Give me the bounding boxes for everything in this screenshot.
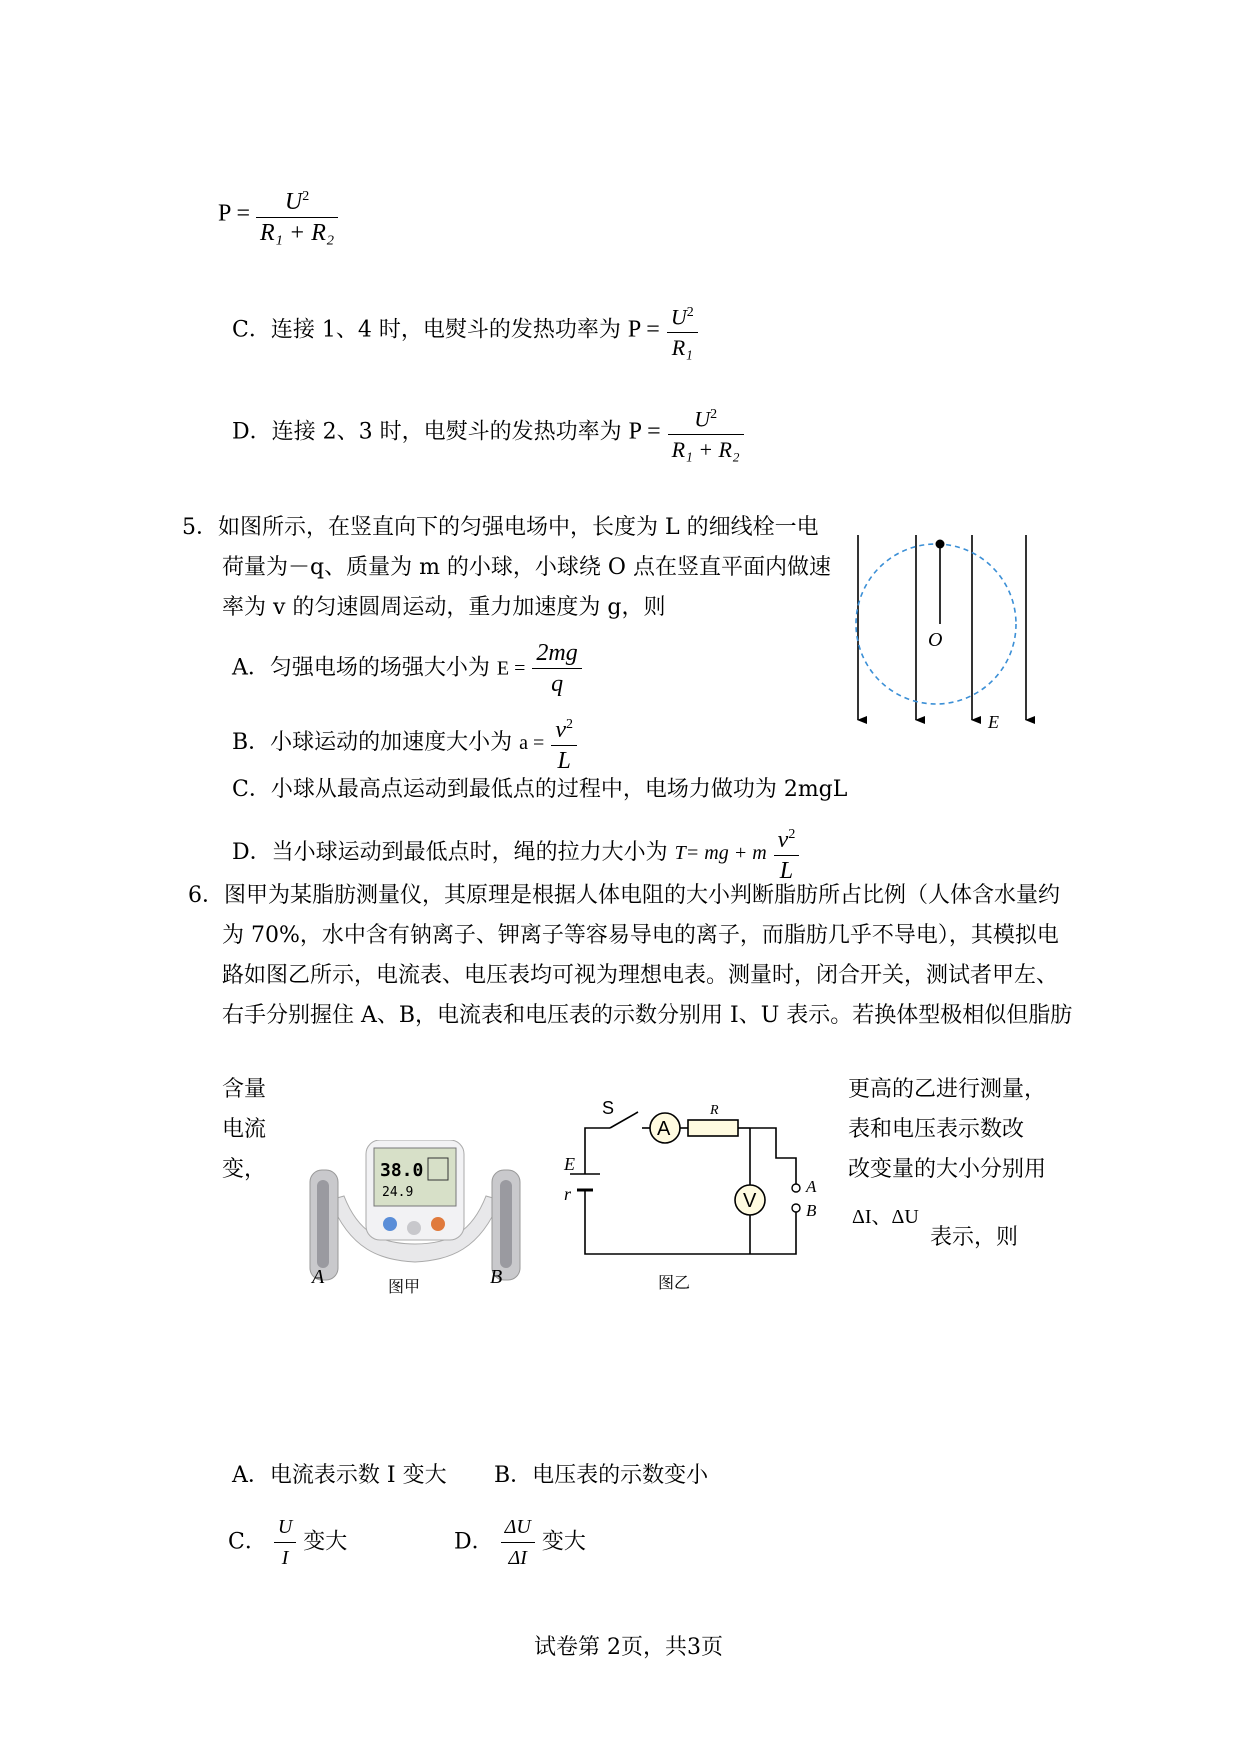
option-text: D．连接 2、3 时，电熨斗的发热功率为 [232,419,622,445]
q5-line-2: 荷量为－q、质量为 m 的小球，小球绕 O 点在竖直平面内做速 [222,555,831,580]
q6-right-col-1: 更高的乙进行测量， [848,1077,1047,1102]
denominator: I [281,1547,289,1569]
screen-value-2: 24.9 [382,1185,414,1200]
q6-option-a: A．电流表示数 I 变大 [232,1463,447,1488]
q6-delta-text: ΔI、ΔU [852,1206,919,1228]
option-text: C．连接 1、4 时，电熨斗的发热功率为 [232,317,621,343]
terminal-a [792,1184,800,1192]
circuit-diagram [560,1100,830,1300]
q6-tail: 表示，则 [930,1225,1019,1250]
screen-value-1: 38.0 [380,1160,424,1181]
formula-lhs: P = [218,200,250,227]
denominator: R₁ + R₂ [260,220,335,246]
numerator: 2mg [532,638,581,669]
fraction [668,400,744,465]
q6-line-2: 为 70%，水中含有钠离子、钾离子等容易导电的离子，而脂肪几乎不导电），其模拟电 [222,923,1059,948]
label-e: E [988,712,999,732]
option-text: B．小球运动的加速度大小为 [232,730,513,755]
circular-path [856,544,1016,704]
ball [936,540,945,549]
numerator: ΔU [501,1512,535,1543]
terminal-b-label: B [806,1201,817,1220]
q5-line-3: 率为 v 的匀速圆周运动，重力加速度为 g，则 [222,595,666,620]
q6-line-1: 6．图甲为某脂肪测量仪，其原理是根据人体电阻的大小判断脂肪所占比例（人体含水量约 [188,883,1061,908]
numerator: $U^2$ [256,182,338,218]
q6-line-4: 右手分别握住 A、B，电流表和电压表的示数分别用 I、U 表示。若换体型极相似但脂肪 [222,1003,1073,1028]
label-o: O [928,629,943,651]
q4-option-d [232,400,744,465]
denominator: R₁ + R₂ [671,437,740,463]
page-footer: 试卷第 2页，共3页 [534,1635,723,1660]
circuit-wires [570,1112,796,1254]
formula-lhs: P = [627,316,660,343]
q5-line-1: 5．如图所示，在竖直向下的匀强电场中，长度为 L 的细线栓一电 [182,515,819,540]
formula-lhs: T= mg + m [674,842,767,864]
terminal-a-label: A [806,1177,817,1196]
q6-option-b: B．电压表的示数变小 [494,1463,709,1488]
option-label: C． [228,1529,267,1555]
denominator: L [557,748,571,774]
q5-option-a [232,638,582,699]
q5-field-figure [840,530,1040,740]
q4-option-c [232,298,698,363]
numerator: $v^2$ [774,820,800,856]
fraction [551,710,577,776]
ammeter-label: A [657,1118,671,1140]
voltmeter-label: V [743,1190,757,1212]
denominator: q [551,671,564,697]
q5-option-c: C．小球从最高点运动到最低点的过程中，电场力做功为 2mgL [232,777,848,802]
formula-lhs: E = [496,657,526,680]
option-text: A．匀强电场的场强大小为 [232,655,490,681]
denominator: ΔI [508,1547,527,1569]
fraction [501,1512,535,1573]
denominator: R₁ [671,335,693,361]
numerator: U [274,1512,296,1543]
q6-right-col-3: 改变量的大小分别用 [848,1157,1047,1182]
emf-label: E [564,1154,575,1174]
fraction [274,1512,296,1573]
numerator: $v^2$ [551,710,577,746]
numerator: $U^2$ [667,298,698,333]
internal-resistance-label: r [564,1184,572,1204]
q6-option-c [228,1512,347,1573]
switch-label: S [602,1100,615,1118]
q6-left-col-1: 含量 [222,1077,267,1102]
fraction [256,182,338,248]
field-lines [858,535,1026,720]
option-text: D．当小球运动到最低点时，绳的拉力大小为 [232,840,668,865]
fraction [667,298,698,363]
option-label: D． [454,1529,494,1555]
q6-line-3: 路如图乙所示，电流表、电压表均可视为理想电表。测量时，闭合开关，测试者甲左、 [222,963,1059,988]
formula-lhs: a = [519,732,545,754]
option-tail: 变大 [303,1529,348,1555]
fig-jia-label-b: B [490,1266,503,1288]
q6-left-col-2: 电流 [222,1117,267,1142]
formula-lhs: P = [628,418,661,445]
option-tail: 变大 [541,1529,586,1555]
top-formula [218,182,338,248]
fraction [532,638,581,699]
q6-right-col-2: 表和电压表示数改 [848,1117,1025,1142]
device-image [310,1140,520,1280]
q6-option-d [454,1512,586,1573]
fig-yi-caption: 图乙 [658,1273,691,1292]
fig-jia-caption: 图甲 [388,1277,421,1296]
resistor [688,1120,738,1136]
numerator: $U^2$ [668,400,744,435]
resistor-label: R [710,1103,719,1118]
q6-left-col-3: 变， [222,1157,267,1182]
q5-option-b [232,710,577,776]
denominator: L [779,858,794,884]
fig-jia-label-a: A [312,1266,325,1288]
terminal-b [792,1204,800,1212]
